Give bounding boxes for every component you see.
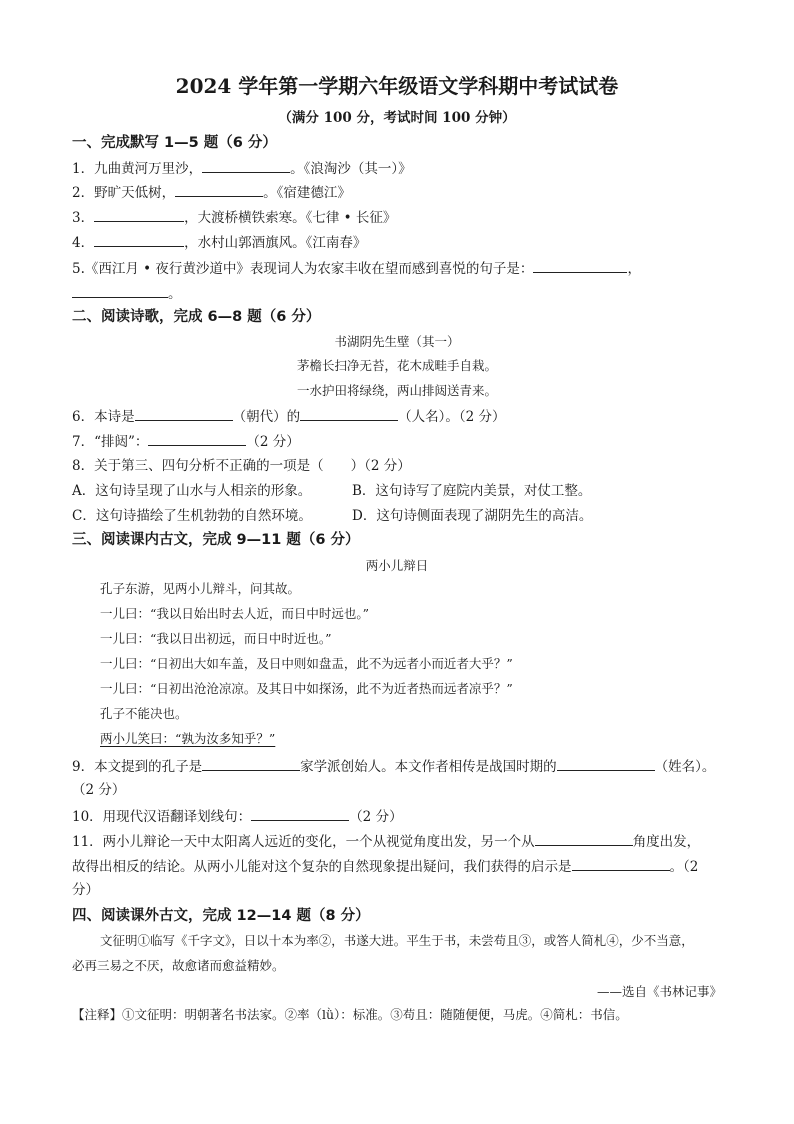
answer-blank[interactable]	[572, 856, 670, 871]
question-11-continued: 故得出相反的结论。从两小儿能对这个复杂的自然现象提出疑问，我们获得的启示是 。（2	[72, 856, 698, 876]
question-11-score: 分）	[72, 882, 99, 898]
section-4-heading: 四、阅读课外古文，完成 12—14 题（8 分）	[72, 908, 370, 924]
text-paragraph: 必再三易之不厌，故愈诸而愈益精妙。	[72, 958, 285, 973]
annotation: 【注释】①文征明：明朝著名书法家。②率（lǜ）：标准。③苟且：随随便便，马虎。④简札：书信。	[72, 1007, 628, 1022]
question-4: 4． ，水村山郭酒旗风。《江南春》	[72, 232, 366, 252]
section-1-heading: 一、完成默写 1—5 题（6 分）	[72, 135, 277, 151]
answer-blank[interactable]	[94, 207, 184, 222]
section-2-heading: 二、阅读诗歌，完成 6—8 题（6 分）	[72, 309, 321, 325]
answer-blank[interactable]	[202, 158, 290, 173]
question-5: 5.《西江月 • 夜行黄沙道中》表现词人为农家丰收在望而感到喜悦的句子是： ，	[72, 258, 641, 278]
text-paragraph: 一儿曰：“我以日始出时去人近，而日中时远也。”	[100, 606, 370, 621]
text-paragraph: 一儿曰：“日初出沧沧凉凉。及其日中如探汤，此不为近者热而远者凉乎？”	[100, 681, 513, 696]
page-subtitle: （满分 100 分，考试时间 100 分钟）	[278, 110, 516, 126]
answer-blank[interactable]	[535, 831, 633, 846]
question-6: 6．本诗是 （朝代）的 （人名）。（2 分）	[72, 406, 505, 426]
answer-blank[interactable]	[300, 406, 398, 421]
question-5-continued: 。	[72, 283, 182, 303]
question-2: 2．野旷天低树， 。《宿建德江》	[72, 182, 351, 202]
text-paragraph: 文征明①临写《千字文》，日以十本为率②，书遂大进。平生于书，未尝苟且③，或答人简札④，少不当意，	[100, 933, 694, 948]
text-paragraph: 孔子东游，见两小儿辩斗，问其故。	[100, 581, 301, 596]
answer-blank[interactable]	[135, 406, 233, 421]
question-3: 3． ，大渡桥横铁索寒。《七律 • 长征》	[72, 207, 396, 227]
poem-line: 茅檐长扫净无苔，花木成畦手自栽。	[296, 358, 497, 373]
answer-blank[interactable]	[202, 756, 300, 771]
poem-title: 书湖阴先生壁（其一）	[334, 334, 460, 349]
question-1: 1．九曲黄河万里沙， 。《浪淘沙（其一）》	[72, 158, 412, 178]
question-9: 9．本文提到的孔子是 家学派创始人。本文作者相传是战国时期的 （姓名）。	[72, 756, 715, 776]
option-c[interactable]: C．这句诗描绘了生机勃勃的自然环境。	[72, 508, 312, 524]
answer-blank[interactable]	[94, 232, 184, 247]
question-7: 7．“排闼”： （2 分）	[72, 431, 300, 451]
answer-blank[interactable]	[175, 182, 263, 197]
answer-blank[interactable]	[251, 806, 349, 821]
text-paragraph: 一儿曰：“我以日出初远，而日中时近也。”	[100, 631, 332, 646]
text-paragraph: 孔子不能决也。	[100, 706, 188, 721]
question-8: 8．关于第三、四句分析不正确的一项是（ ）（2 分）	[72, 458, 411, 474]
question-9-score: （2 分）	[72, 782, 126, 798]
option-a[interactable]: A．这句诗呈现了山水与人相亲的形象。	[72, 483, 312, 499]
answer-blank[interactable]	[72, 283, 168, 298]
option-d[interactable]: D．这句诗侧面表现了湖阴先生的高洁。	[352, 508, 593, 524]
answer-blank[interactable]	[557, 756, 655, 771]
question-10: 10．用现代汉语翻译划线句： （2 分）	[72, 806, 403, 826]
underlined-sentence: 两小儿笑曰：“孰为汝多知乎？”	[100, 731, 276, 746]
page-title: 2024 学年第一学期六年级语文学科期中考试试卷	[175, 74, 619, 98]
section-3-heading: 三、阅读课内古文，完成 9—11 题（6 分）	[72, 532, 360, 548]
answer-blank[interactable]	[148, 431, 246, 446]
text-source: ——选自《书林记事》	[596, 984, 722, 999]
option-b[interactable]: B．这句诗写了庭院内美景，对仗工整。	[352, 483, 592, 499]
poem-line: 一水护田将绿绕，两山排闼送青来。	[296, 383, 497, 398]
text-title: 两小儿辩日	[365, 558, 429, 573]
question-11: 11．两小儿辩论一天中太阳离人远近的变化，一个从视觉角度出发，另一个从 角度出发，	[72, 831, 700, 851]
text-paragraph: 一儿曰：“日初出大如车盖，及日中则如盘盂，此不为远者小而近者大乎？”	[100, 656, 513, 671]
answer-blank[interactable]	[533, 258, 627, 273]
